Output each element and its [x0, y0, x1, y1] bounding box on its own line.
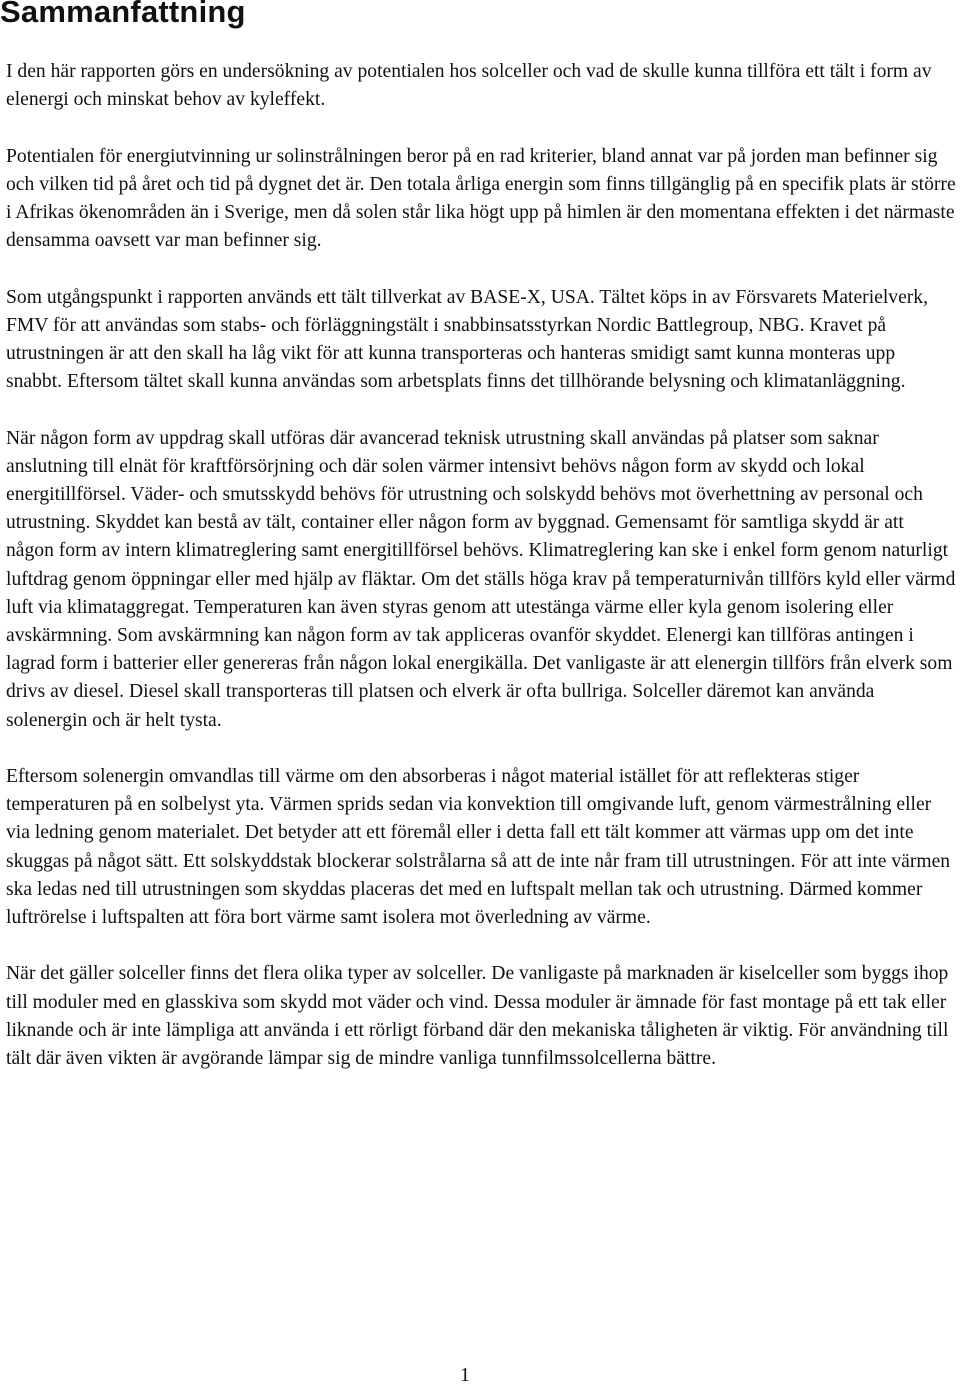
paragraph-protection-energy: När någon form av uppdrag skall utföras där avancerad teknisk utrustning skall användas på platser som saknar anslutning till elnät för kraftförsörjning och där solen värmer intensivt behövs någon form av skydd och lokal energitillförsel. Väder- och smutsskydd behövs för utrustning och solskydd behövs mot överhettning av personal och utrustning. Skyddet kan bestå av tält, container eller någon form av byggnad. Gemensamt för samtliga skydd är att någon form av intern klimatreglering samt energitillförsel behövs. Klimatreglering kan ske i enkel form genom naturligt luftdrag genom öppningar eller med hjälp av fläktar. Om det ställs höga krav på temperaturnivån tillförs kyld eller värmd luft via klimataggregat. Temperaturen kan även styras genom att utestänga värme eller kyla genom isolering eller avskärmning. Som avskärmning kan någon form av tak appliceras ovanför skyddet. Elenergi kan tillföras antingen i lagrad form i batterier eller genereras från någon lokal energikälla. Det vanligaste är att elenergin tillförs från elverk som drivs av diesel. Diesel skall transporteras till platsen och elverk är ofta bullriga. Solceller däremot kan använda solenergin och är helt tysta.: [6, 427, 956, 731]
paragraph-tent-base-x: Som utgångspunkt i rapporten används ett tält tillverkat av BASE-X, USA. Tältet köps in av Försvarets Materielverk, FMV för att användas som stabs- och förläggningstält i snabbinsatsstyrkan Nordic Battlegroup, NBG. Kravet på utrustningen är att den skall ha låg vikt för att kunna transporteras och hanteras smidigt samt kunna monteras upp snabbt. Eftersom tältet skall kunna användas som arbetsplats finns det tillhörande belysning och klimatanläggning.: [6, 286, 929, 393]
paragraph-solar-potential: Potentialen för energiutvinning ur solinstrålningen beror på en rad kriterier, bland annat var på jorden man befinner sig och vilken tid på året och tid på dygnet det är. Den totala årliga energin som finns tillgänglig på en specifik plats är större i Afrikas ökenområden än i Sverige, men då solen står lika högt upp på himlen är den momentana effekten i det närmaste densamma oavsett var man befinner sig.: [6, 145, 956, 252]
paragraph-solar-cell-types: När det gäller solceller finns det flera olika typer av solceller. De vanligaste på marknaden är kiselceller som byggs ihop till moduler med en glasskiva som skydd mot väder och vind. Dessa moduler är ämnade för fast montage på ett tak eller liknande och är inte lämpliga att använda i ett rörligt förband där den mekaniska tåligheten är viktig. För användning till tält där även vikten är avgörande lämpar sig de mindre vanliga tunnfilmssolcellerna bättre.: [6, 963, 949, 1070]
paragraph-heat-shading: Eftersom solenergin omvandlas till värme om den absorberas i något material istället för att reflekteras stiger temperaturen på en solbelyst yta. Värmen sprids sedan via konvektion till omgivande luft, genom värmestrålning eller via ledning genom materialet. Det betyder att ett föremål eller i detta fall ett tält kommer att värmas upp om det inte skuggas på något sätt. Ett solskyddstak blockerar solstrålarna så att de inte når fram till utrustningen. För att inte värmen ska ledas ned till utrustningen som skyddas placeras det med en luftspalt mellan tak och utrustning. Därmed kommer luftrörelse i luftspalten att föra bort värme samt isolera mot överledning av värme.: [6, 766, 951, 929]
page-title: Sammanfattning: [0, 0, 246, 29]
document-body: [6, 58, 956, 1101]
paragraph-intro: I den här rapporten görs en undersökning av potentialen hos solceller och vad de skulle kunna tillföra ett tält i form av elenergi och minskat behov av kyleffekt.: [6, 61, 932, 111]
page-number: 1: [460, 1364, 470, 1386]
